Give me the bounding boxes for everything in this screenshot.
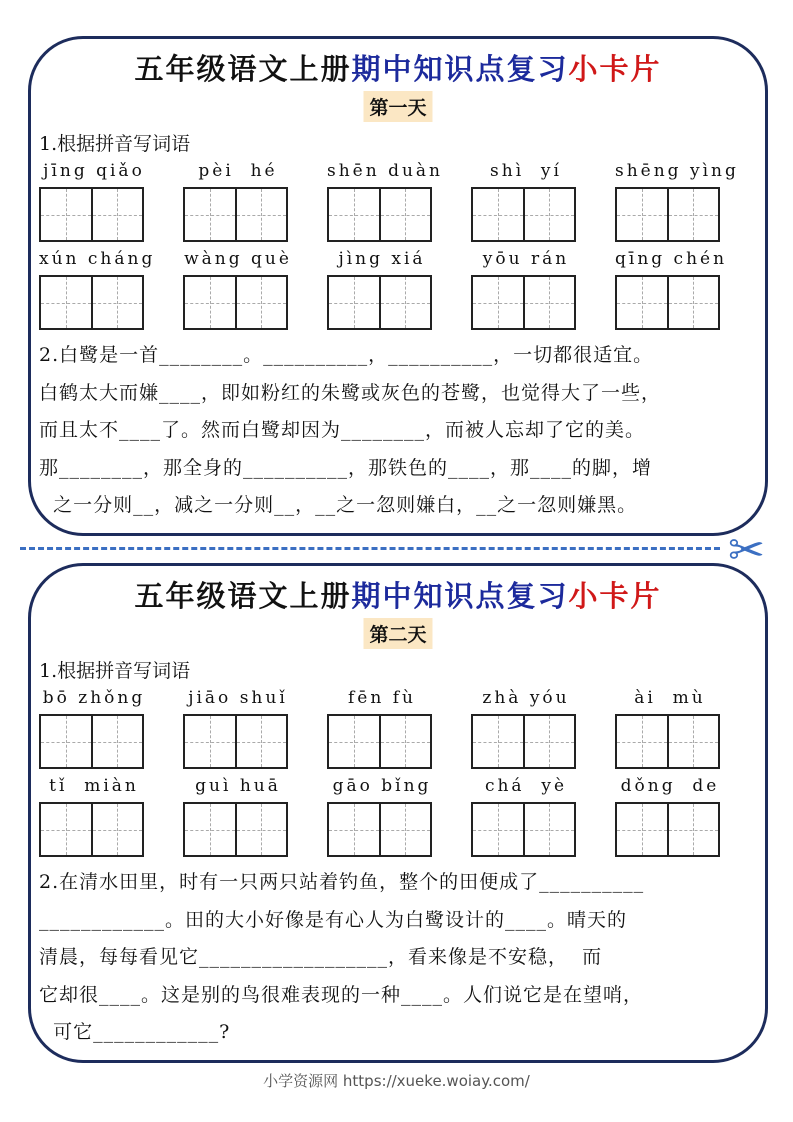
review-card-1 [28,36,768,536]
char-square[interactable] [617,189,667,240]
writing-grid[interactable] [471,275,576,330]
pinyin-label: pèi hé [198,161,278,181]
word-item [615,161,759,242]
title-part: 五年级语文上册 [134,579,352,613]
pinyin-label: tǐ miàn [49,776,139,796]
pinyin-label: shēng yìng [615,161,739,181]
writing-grid[interactable] [615,275,720,330]
char-square[interactable] [523,716,575,767]
passage-line: 之一分则__，减之一分则__，__之一忽则嫌白，__之一忽则嫌黑。 [39,494,638,516]
day-badge: 第一天 [363,91,432,122]
word-item [471,688,615,769]
pinyin-label: wàng què [184,249,292,269]
char-square[interactable] [523,804,575,855]
writing-grid[interactable] [615,714,720,769]
pinyin-label: jīng qiǎo [43,161,145,181]
writing-grid[interactable] [39,802,144,857]
writing-grid[interactable] [471,802,576,857]
writing-grid[interactable] [327,275,432,330]
word-item [327,161,471,242]
char-square[interactable] [329,804,379,855]
card-title [31,47,765,88]
char-square[interactable] [523,277,575,328]
section-1-heading: 1.根据拼音写词语 [39,660,191,682]
day-badge: 第二天 [363,618,432,649]
word-item [183,688,327,769]
pinyin-label: zhà yóu [482,688,570,708]
pinyin-row [39,688,759,769]
passage-line: 清晨，每每看见它__________________，看来像是不安稳， 而 [39,946,603,968]
char-square[interactable] [185,804,235,855]
word-item [183,161,327,242]
char-square[interactable] [185,716,235,767]
char-square[interactable] [41,277,91,328]
char-square[interactable] [235,189,287,240]
char-square[interactable] [185,277,235,328]
title-part: 五年级语文上册 [134,52,352,86]
char-square[interactable] [379,189,431,240]
writing-grid[interactable] [183,187,288,242]
pinyin-label: jìng xiá [338,249,426,269]
word-item [471,249,615,330]
char-square[interactable] [667,189,719,240]
writing-grid[interactable] [327,802,432,857]
section-2-passage [39,337,755,525]
word-item [39,161,183,242]
char-square[interactable] [329,277,379,328]
pinyin-row [39,161,759,242]
word-item [183,249,327,330]
char-square[interactable] [41,804,91,855]
char-square[interactable] [617,804,667,855]
writing-grid[interactable] [327,187,432,242]
writing-grid[interactable] [183,802,288,857]
word-item [615,249,759,330]
scissors-icon: ✂ [728,525,765,576]
pinyin-label: jiāo shuǐ [188,688,288,708]
char-square[interactable] [473,716,523,767]
cut-line [20,547,720,550]
passage-line: 白鹤太大而嫌____，即如粉红的朱鹭或灰色的苍鹭，也觉得大了一些， [39,381,662,404]
char-square[interactable] [617,716,667,767]
writing-grid[interactable] [471,714,576,769]
pinyin-label: chá yè [484,776,568,796]
pinyin-row [39,776,759,857]
pinyin-label: qīng chén [615,249,728,269]
word-item [39,249,183,330]
passage-line: 而且太不____了。然而白鹭却因为________，而被人忘却了它的美。 [39,419,646,441]
char-square[interactable] [235,277,287,328]
word-item [615,776,759,857]
writing-grid[interactable] [327,714,432,769]
word-item [327,688,471,769]
title-part: 期中知识点复习 [351,579,569,613]
passage-line: 那________，那全身的__________，那铁色的____，那____的脚，增 [39,456,653,479]
pinyin-label: bō zhǒng [42,688,146,708]
pinyin-label: shēn duàn [327,161,444,181]
pinyin-label: dǒng de [620,776,720,796]
writing-grid[interactable] [471,187,576,242]
writing-grid[interactable] [183,275,288,330]
writing-grid[interactable] [39,275,144,330]
char-square[interactable] [523,189,575,240]
title-part: 小卡片 [568,52,662,86]
pinyin-row [39,249,759,330]
char-square[interactable] [473,277,523,328]
writing-grid[interactable] [183,714,288,769]
char-square[interactable] [41,189,91,240]
char-square[interactable] [473,804,523,855]
char-square[interactable] [329,189,379,240]
word-item [39,688,183,769]
pinyin-label: guì huā [195,776,281,796]
word-item [471,161,615,242]
word-item [615,688,759,769]
char-square[interactable] [41,716,91,767]
card-title [31,574,765,615]
char-square[interactable] [379,804,431,855]
char-square[interactable] [667,277,719,328]
char-square[interactable] [235,804,287,855]
char-square[interactable] [235,716,287,767]
title-part: 期中知识点复习 [351,52,569,86]
title-part: 小卡片 [568,579,662,613]
pinyin-label: ài mù [634,688,706,708]
char-square[interactable] [185,189,235,240]
writing-grid[interactable] [615,802,720,857]
pinyin-label: gāo bǐng [332,776,432,796]
section-2-passage [39,864,755,1052]
pinyin-label: xún cháng [39,249,156,269]
passage-line: ____________。田的大小好像是有心人为白鹭设计的____。晴天的 [39,908,628,931]
passage-line: 可它____________? [39,1021,231,1043]
char-square[interactable] [617,277,667,328]
pinyin-label: shì yí [490,161,562,181]
char-square[interactable] [91,189,143,240]
char-square[interactable] [667,716,719,767]
char-square[interactable] [379,716,431,767]
passage-line: 它却很____。这是别的鸟很难表现的一种____。人们说它是在望哨， [39,983,644,1006]
char-square[interactable] [379,277,431,328]
word-item [39,776,183,857]
char-square[interactable] [91,277,143,328]
writing-grid[interactable] [615,187,720,242]
char-square[interactable] [667,804,719,855]
review-card-2 [28,563,768,1063]
char-square[interactable] [329,716,379,767]
word-item [471,776,615,857]
word-item [183,776,327,857]
watermark: 小学资源网 https://xueke.woiay.com/ [263,1072,530,1090]
word-item [327,249,471,330]
char-square[interactable] [91,716,143,767]
pinyin-label: fēn fù [348,688,416,708]
pinyin-label: yōu rán [482,249,570,269]
passage-line: 2.在清水田里，时有一只两只站着钓鱼，整个的田便成了__________ [39,871,645,893]
section-1-heading: 1.根据拼音写词语 [39,133,191,155]
writing-grid[interactable] [39,187,144,242]
passage-line: 2.白鹭是一首________。__________，__________，一切都很适宜。 [39,344,654,366]
word-item [327,776,471,857]
char-square[interactable] [91,804,143,855]
char-square[interactable] [473,189,523,240]
writing-grid[interactable] [39,714,144,769]
